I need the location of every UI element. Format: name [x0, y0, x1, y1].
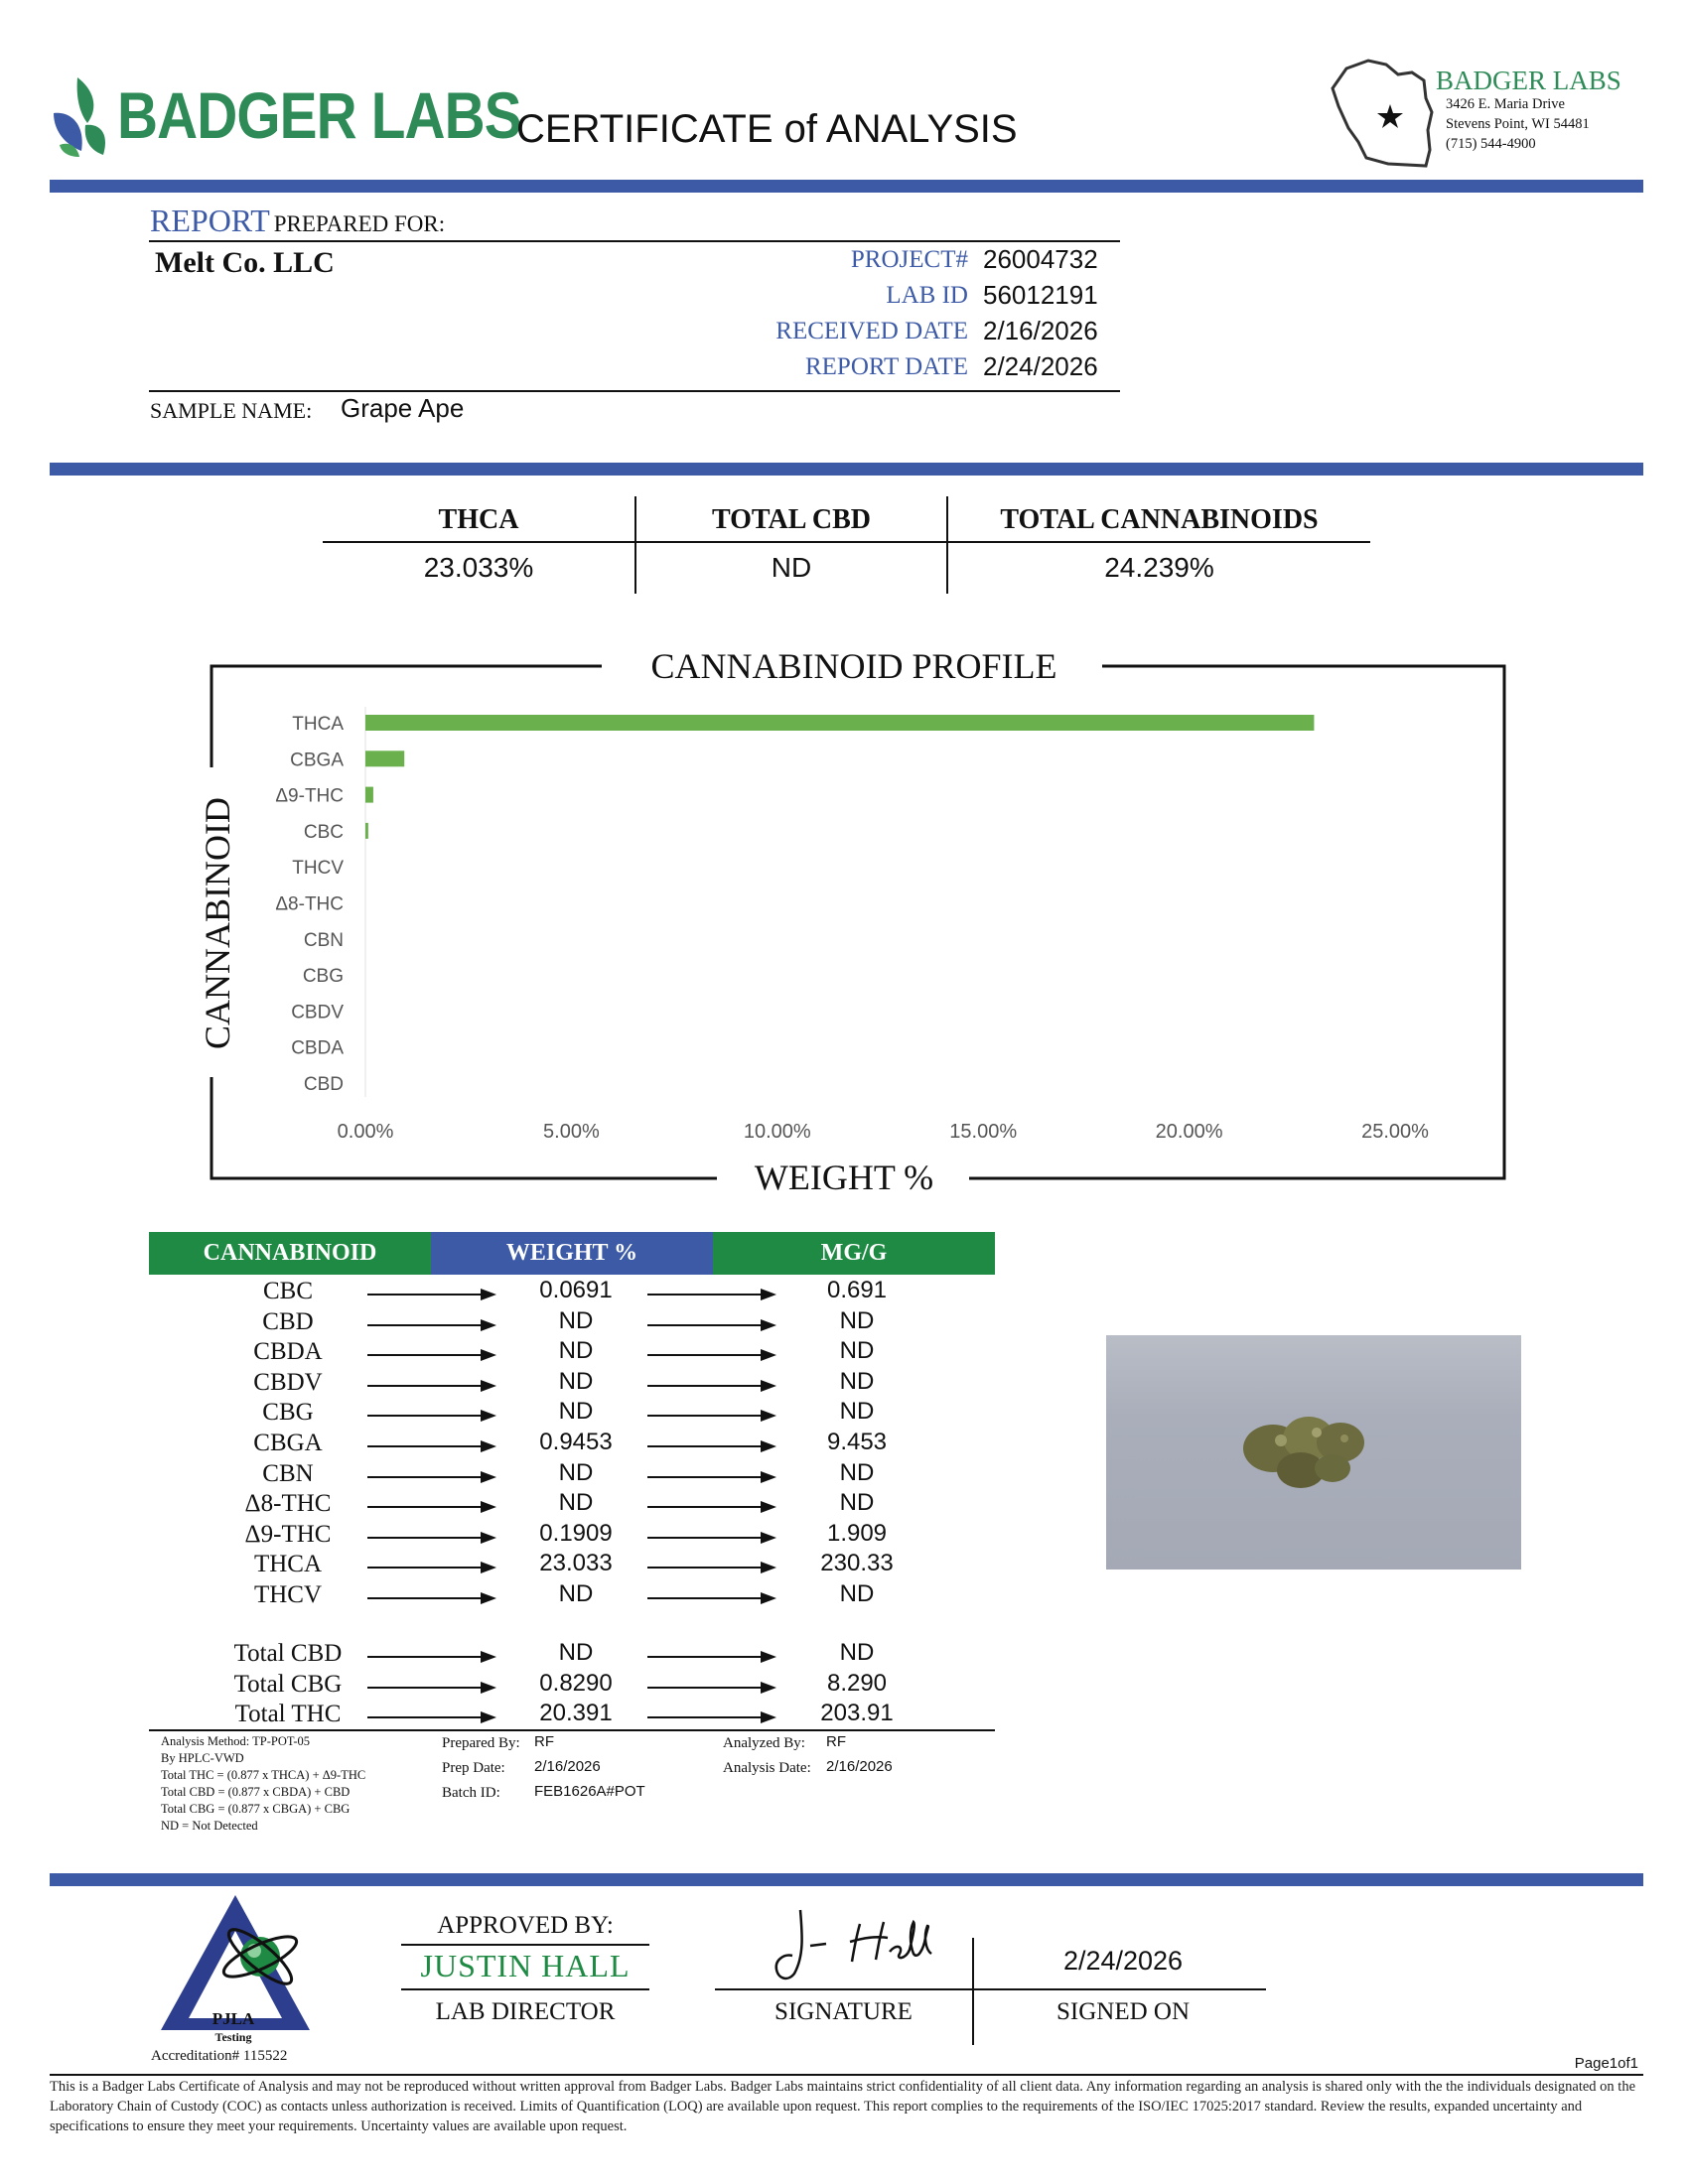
approved-by-label: APPROVED BY:: [437, 1912, 614, 1939]
tick-label: 0.00%: [337, 1121, 394, 1143]
sample-name-label: SAMPLE NAME:: [150, 398, 313, 423]
row-mgg: 0.691: [826, 1277, 888, 1303]
arrow-icon: [367, 1470, 496, 1484]
row-name: Δ9-THC: [244, 1520, 332, 1548]
report-label: REPORT: [150, 203, 270, 238]
arrow-icon: [647, 1439, 776, 1453]
note-total-cbg: Total CBG = (0.877 x CBGA) + CBG: [161, 1802, 351, 1816]
arrow-icon: [647, 1470, 776, 1484]
arrow-icon: [647, 1318, 776, 1332]
category-label: CBDA: [291, 1037, 344, 1059]
table-header-cannabinoid: CANNABINOID: [149, 1232, 431, 1275]
arrow-icon: [367, 1409, 496, 1423]
batch-id-value: FEB1626A#POT: [534, 1783, 645, 1800]
arrow-icon: [647, 1531, 776, 1545]
note-method: Analysis Method: TP-POT-05: [161, 1734, 311, 1748]
row-mgg: ND: [839, 1398, 875, 1426]
arrow-icon: [367, 1531, 496, 1545]
chart-title: CANNABINOID PROFILE: [650, 646, 1057, 686]
arrow-icon: [647, 1348, 776, 1362]
row-name: THCA: [253, 1551, 323, 1578]
note-nd: ND = Not Detected: [161, 1819, 258, 1833]
row-name: CBD: [262, 1307, 314, 1335]
arrow-icon: [367, 1650, 496, 1664]
row-name: Δ8-THC: [244, 1490, 332, 1518]
project-label: PROJECT#: [850, 246, 968, 273]
category-label: THCV: [292, 858, 344, 880]
tick-label: 20.00%: [1155, 1121, 1223, 1143]
sample-name-value: Grape Ape: [341, 393, 465, 423]
arrow-icon: [367, 1561, 496, 1574]
lab-id-label: LAB ID: [886, 282, 968, 309]
pjla-testing-text: Testing: [214, 2030, 252, 2044]
row-mgg: ND: [839, 1458, 875, 1486]
row-name: CBDV: [253, 1368, 323, 1396]
client-name: Melt Co. LLC: [155, 246, 335, 279]
arrow-icon: [647, 1379, 776, 1393]
row-weight: ND: [558, 1639, 594, 1666]
approver-name: JUSTIN HALL: [420, 1948, 631, 1983]
arrow-icon: [367, 1318, 496, 1332]
bar: [365, 823, 368, 839]
row-weight: 0.9453: [539, 1429, 613, 1455]
table-bottom-rule: [149, 1729, 995, 1731]
bar: [365, 751, 404, 766]
row-weight: 23.033: [539, 1550, 613, 1577]
analyzed-by-label: Analyzed By:: [723, 1735, 805, 1751]
summary-total-cannabinoids-label: TOTAL CANNABINOIDS: [1000, 504, 1319, 535]
row-weight: ND: [558, 1337, 594, 1365]
row-weight: ND: [558, 1306, 594, 1334]
row-mgg: 9.453: [826, 1429, 888, 1455]
category-label: Δ8-THC: [275, 893, 344, 915]
category-label: CBN: [303, 929, 344, 951]
category-label: CBDV: [291, 1002, 344, 1024]
batch-id-label: Batch ID:: [442, 1785, 500, 1801]
address-line-2: Stevens Point, WI 54481: [1446, 116, 1590, 132]
chart-tick-labels: [338, 1121, 1429, 1143]
arrow-icon: [647, 1681, 776, 1695]
arrow-icon: [647, 1650, 776, 1664]
arrow-icon: [647, 1409, 776, 1423]
company-name: BADGER LABS: [1436, 66, 1621, 95]
row-name: CBDA: [253, 1338, 323, 1366]
tick-label: 25.00%: [1361, 1121, 1429, 1143]
prep-date-label: Prep Date:: [442, 1760, 505, 1776]
summary-thca-value: 23.033%: [423, 552, 534, 583]
received-date-value: 2/16/2026: [983, 316, 1098, 345]
signature-image: [765, 1904, 953, 1983]
bar: [365, 787, 373, 803]
note-total-thc: Total THC = (0.877 x THCA) + Δ9-THC: [161, 1768, 366, 1782]
arrow-icon: [367, 1348, 496, 1362]
prepared-for-label: PREPARED FOR:: [273, 211, 446, 236]
row-weight: 20.391: [539, 1700, 613, 1727]
note-hplc: By HPLC-VWD: [161, 1751, 244, 1765]
prepared-by-label: Prepared By:: [442, 1735, 520, 1751]
sample-photo: [1106, 1335, 1521, 1570]
arrow-icon: [367, 1288, 496, 1301]
row-weight: ND: [558, 1489, 594, 1517]
row-name: Total CBG: [233, 1670, 343, 1698]
row-name: CBGA: [253, 1430, 323, 1456]
analyzed-by-value: RF: [826, 1733, 846, 1750]
frame-top-right: [969, 666, 1504, 1178]
summary-total-cbd-label: TOTAL CBD: [711, 504, 871, 535]
category-label: CBGA: [290, 750, 344, 771]
arrow-icon: [367, 1591, 496, 1605]
row-weight: 0.0691: [539, 1277, 613, 1303]
analysis-date-label: Analysis Date:: [723, 1760, 811, 1776]
prepared-by-value: RF: [534, 1733, 554, 1750]
arrow-icon: [367, 1379, 496, 1393]
tick-label: 10.00%: [743, 1121, 811, 1143]
row-weight: ND: [558, 1458, 594, 1486]
address-line-1: 3426 E. Maria Drive: [1446, 96, 1565, 112]
row-mgg: 230.33: [820, 1550, 894, 1577]
row-mgg: 1.909: [826, 1519, 888, 1547]
row-mgg: ND: [839, 1367, 875, 1395]
project-value: 26004732: [983, 244, 1098, 274]
accreditation-number: Accreditation# 115522: [151, 2048, 288, 2064]
frame-bottom-left: [211, 1077, 717, 1178]
arrow-icon: [367, 1681, 496, 1695]
row-weight: ND: [558, 1580, 594, 1607]
row-weight: 0.1909: [539, 1519, 613, 1547]
arrow-icon: [367, 1500, 496, 1514]
pjla-text: PJLA: [211, 2009, 255, 2028]
report-date-value: 2/24/2026: [983, 351, 1098, 381]
tick-label: 15.00%: [949, 1121, 1018, 1143]
row-weight: 0.8290: [539, 1669, 613, 1697]
row-name: Total CBD: [233, 1640, 343, 1667]
arrow-icon: [647, 1561, 776, 1574]
row-mgg: ND: [839, 1580, 875, 1607]
row-name: Total THC: [234, 1701, 342, 1728]
arrow-icon: [647, 1591, 776, 1605]
disclaimer-rule: [50, 2074, 1643, 2076]
prep-date-value: 2/16/2026: [534, 1758, 601, 1775]
table-header-mgg: MG/G: [713, 1232, 995, 1275]
category-label: CBG: [302, 966, 344, 988]
summary-total-cannabinoids-value: 24.239%: [1104, 552, 1214, 583]
signed-date: 2/24/2026: [1062, 1946, 1184, 1976]
summary-total-cbd-value: ND: [771, 552, 812, 583]
row-mgg: ND: [839, 1489, 875, 1517]
row-mgg: 8.290: [826, 1669, 888, 1697]
logo-text: BADGER LABS: [117, 78, 521, 152]
row-name: CBC: [262, 1278, 314, 1304]
arrow-icon: [367, 1710, 496, 1724]
chart-x-axis-label: WEIGHT %: [754, 1158, 934, 1197]
row-name: CBG: [262, 1399, 314, 1427]
row-name: CBN: [262, 1459, 314, 1487]
arrow-icon: [647, 1710, 776, 1724]
approved-rule-bottom: [401, 1988, 649, 1990]
approver-role: LAB DIRECTOR: [435, 1998, 616, 2025]
row-mgg: ND: [839, 1337, 875, 1365]
arrow-icon: [647, 1500, 776, 1514]
page-number: Page1of1: [1574, 2055, 1638, 2072]
chart-bars: [365, 715, 1314, 839]
disclaimer-text: This is a Badger Labs Certificate of Analysis and may not be reproduced without written approval from Badger Labs. Badger Labs maintains strict confidentiality of all client data. Any information regarding an analysis is shared only with the the individuals designated on the Laboratory Chain of Custody (COC) as contacts unless authorization is received. Limits of Quantification (LOQ) are available upon request. This report complies to the requirements of the ISO/IEC 17025:2017 standard. Review the results, expanded uncertainty and specifications to ensure they meet your requirements. Uncertainty values are available upon request.: [50, 2079, 1636, 2134]
tick-label: 5.00%: [543, 1121, 600, 1143]
signature-rule: [715, 1988, 1266, 1990]
report-date-label: REPORT DATE: [804, 353, 968, 380]
row-mgg: 203.91: [820, 1700, 894, 1727]
chart-y-axis-label: CANNABINOID: [198, 797, 237, 1049]
table-header-weight: WEIGHT %: [431, 1232, 713, 1275]
bar: [365, 715, 1314, 731]
category-label: THCA: [292, 714, 344, 735]
analysis-date-value: 2/16/2026: [826, 1758, 893, 1775]
chart-category-labels: [275, 714, 344, 1095]
row-mgg: ND: [839, 1639, 875, 1666]
lab-id-value: 56012191: [983, 280, 1098, 310]
approved-rule-top: [401, 1944, 649, 1946]
address-line-3: (715) 544-4900: [1446, 136, 1536, 152]
category-label: Δ9-THC: [275, 785, 344, 807]
page-title: CERTIFICATE of ANALYSIS: [516, 107, 1018, 151]
row-name: THCV: [253, 1581, 323, 1608]
note-total-cbd: Total CBD = (0.877 x CBDA) + CBD: [161, 1785, 351, 1799]
row-weight: ND: [558, 1367, 594, 1395]
row-mgg: ND: [839, 1306, 875, 1334]
received-date-label: RECEIVED DATE: [775, 318, 968, 344]
signature-label: SIGNATURE: [774, 1998, 913, 2025]
row-weight: ND: [558, 1398, 594, 1426]
chart-frame: [211, 666, 1504, 1178]
signed-on-label: SIGNED ON: [1055, 1998, 1191, 2025]
arrow-icon: [647, 1288, 776, 1301]
category-label: CBC: [303, 821, 344, 843]
summary-thca-label: THCA: [438, 504, 519, 535]
category-label: CBD: [303, 1074, 344, 1095]
arrow-icon: [367, 1439, 496, 1453]
footer-divider: [50, 1873, 1643, 1886]
